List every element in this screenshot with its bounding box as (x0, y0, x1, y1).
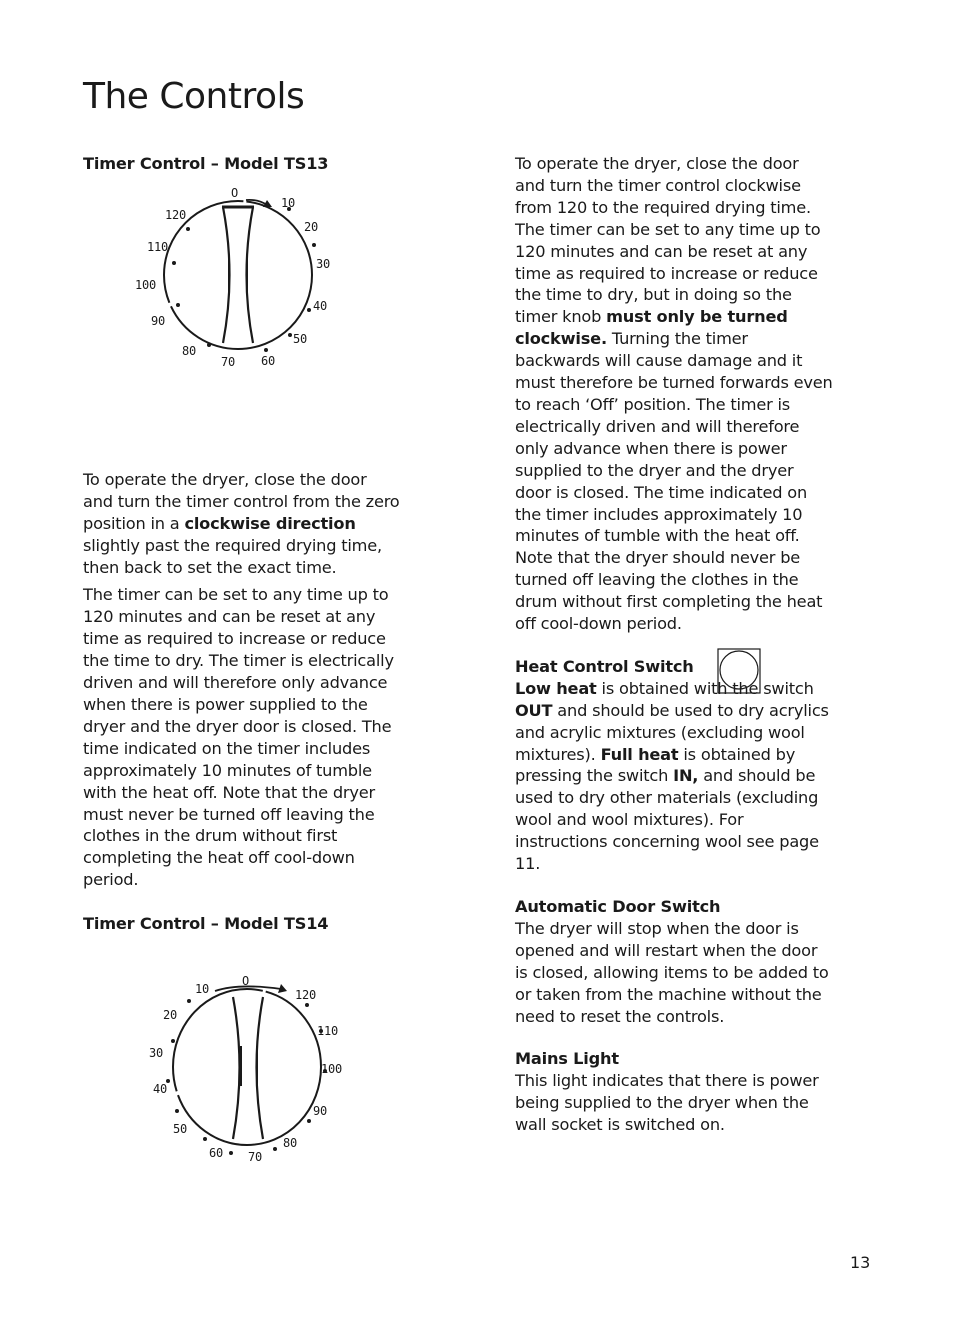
ts14-timer-dial-diagram (149, 971, 359, 1166)
ts13-heading: Timer Control – Model TS13 (83, 154, 329, 173)
text-run: To operate the dryer, close the door and turn the timer control clockwise from 120 to the required drying time. The timer can be set to any time up to 120 minutes and can be reset at any time as required to increase or reduce the time to dry, but in doing so the timer knob (515, 154, 821, 327)
ts14-label-120: 120 (295, 988, 317, 1002)
heat-switch-icon (717, 648, 761, 694)
ts14-label-90: 90 (313, 1104, 328, 1118)
dot-icon (186, 227, 190, 231)
ts14-label-100: 100 (321, 1062, 343, 1076)
text-run: and should be used to dry acrylics and acrylic mixtures (excluding wool mixtures). (515, 700, 829, 764)
ts14-dial-circle (173, 989, 321, 1145)
text-run: Turning the timer backwards will cause damage and it must therefore be turned forwards even to reach ‘Off’ position. The timer is electrically driven and will therefore only advance when there is power supplied to the dryer and the dryer door is closed. The time indicated on the timer includes approximately 10 minutes of tumble with the heat off. Note that the dryer should never be turned off leaving the clothes in the drum without first completing the heat off cool-down period. (515, 329, 833, 634)
ts13-label-80: 80 (182, 344, 197, 358)
mains-light-heading: Mains Light (515, 1049, 619, 1069)
page-number: 13 (850, 1253, 871, 1272)
ts13-label-0: O (231, 186, 239, 200)
text-run: To operate the dryer, close the door and turn the timer control from the zero position in a (83, 469, 400, 533)
ts13-label-60: 60 (261, 354, 276, 368)
dot-icon (187, 999, 191, 1003)
left-column (83, 153, 401, 1164)
dot-icon (171, 1039, 175, 1043)
bold-text: clockwise direction (184, 513, 356, 533)
left-paragraph-2: The timer can be set to any time up to 120 minutes and can be reset at any time as required to increase or reduce the time to dry. The timer is electrically driven and will therefore only advance when there is power supplied to the dryer and the dryer door is closed. The time indicated on the timer includes approximately 10 minutes of tumble with the heat off. Note that the dryer must never be turned off leaving the clothes in the drum without first completing the heat off cool-down period. (83, 585, 394, 890)
ts13-label-20: 20 (304, 220, 319, 234)
ts14-heading: Timer Control – Model TS14 (83, 914, 329, 934)
ts13-timer-dial-diagram (133, 185, 343, 370)
text-run: slightly past the required drying time, then back to set the exact time. (83, 535, 382, 577)
ts13-label-90: 90 (151, 314, 166, 328)
bold-text: Full heat (600, 744, 679, 764)
dot-icon (307, 1119, 311, 1123)
page-title: The Controls (83, 76, 305, 117)
ts14-label-30: 30 (149, 1046, 164, 1060)
heat-control-text (515, 678, 833, 875)
dot-icon (175, 1109, 179, 1113)
ts14-label-70: 70 (248, 1150, 263, 1164)
dot-icon (203, 1137, 207, 1141)
dot-icon (176, 303, 180, 307)
ts14-label-80: 80 (283, 1136, 298, 1150)
ts14-knob-grip (233, 997, 263, 1139)
bold-text: must only be turned clockwise. (515, 307, 788, 349)
heat-control-heading: Heat Control Switch (515, 656, 694, 676)
dot-icon (305, 1003, 309, 1007)
bold-text: OUT (515, 700, 553, 720)
dot-icon (273, 1147, 277, 1151)
text-run: is obtained with the switch (596, 678, 814, 698)
ts14-label-40: 40 (153, 1082, 168, 1096)
text-run: and should be used to dry other materials (excluding wool and wool mixtures). For instructions concerning wool see page 11. (515, 766, 819, 874)
door-switch-heading: Automatic Door Switch (515, 897, 721, 916)
ts14-label-0: O (242, 974, 250, 988)
ts13-label-120: 120 (165, 208, 187, 222)
bold-text: Low heat (515, 678, 597, 698)
dot-icon (288, 333, 292, 337)
ts14-label-10: 10 (195, 982, 210, 996)
dot-icon (229, 1151, 233, 1155)
dot-icon (172, 261, 176, 265)
ts14-label-50: 50 (173, 1122, 188, 1136)
right-column (515, 153, 833, 1136)
ts13-label-100: 100 (135, 278, 157, 292)
mains-light-text: This light indicates that there is power being supplied to the dryer when the wall socket is switched on. (515, 1071, 819, 1135)
left-paragraph-1 (83, 469, 401, 579)
ts14-label-60: 60 (209, 1146, 224, 1160)
dot-icon (312, 243, 316, 247)
ts13-label-10: 10 (281, 196, 296, 210)
dot-icon (307, 308, 311, 312)
right-paragraph-1 (515, 153, 833, 635)
ts14-label-110: 110 (317, 1024, 339, 1038)
ts13-label-110: 110 (147, 240, 169, 254)
ts13-label-30: 30 (316, 257, 331, 271)
ts14-label-20: 20 (163, 1008, 178, 1022)
bold-text: IN, (673, 766, 699, 786)
ts13-label-40: 40 (313, 299, 328, 313)
ts13-knob-grip (223, 207, 253, 343)
door-switch-text: The dryer will stop when the door is opened and will restart when the door is closed, allowing items to be added to or taken from the machine without the need to reset the controls. (515, 918, 829, 1026)
ts13-label-70: 70 (221, 355, 236, 369)
ts13-label-50: 50 (293, 332, 308, 346)
text-run: is obtained by pressing the switch (515, 744, 796, 786)
ts13-dial-circle (164, 201, 312, 349)
dot-icon (264, 348, 268, 352)
dot-icon (207, 343, 211, 347)
